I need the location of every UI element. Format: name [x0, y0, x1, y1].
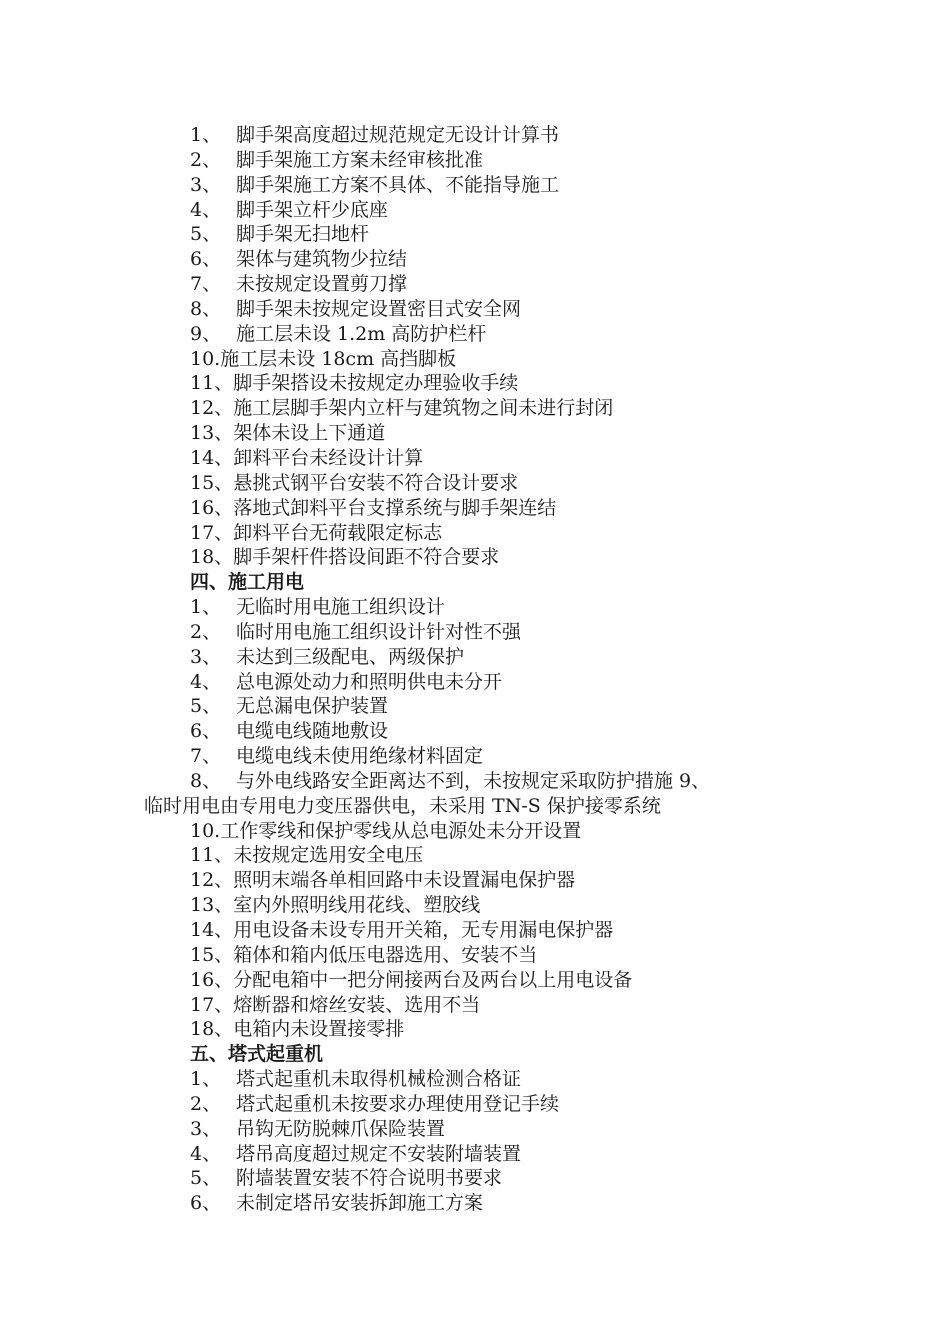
item-text: 脚手架立杆少底座: [236, 198, 389, 221]
item-text: 施工层未设 1.2m 高防护栏杆: [236, 322, 487, 345]
item-number: 4、: [190, 1142, 222, 1165]
item-number: 6、: [190, 248, 222, 271]
list-item: [144, 719, 824, 744]
item-number: 3、: [190, 1117, 222, 1140]
item-number: 8、: [190, 769, 222, 792]
item-number: 18、: [190, 1018, 234, 1041]
section-tower-crane: [144, 1042, 824, 1216]
item-text: 架体与建筑物少拉结: [236, 248, 408, 271]
list-item: [144, 868, 824, 893]
list-item: [144, 173, 824, 198]
item-text: 无总漏电保护装置: [236, 695, 389, 718]
item-text: 未按规定设置剪刀撑: [236, 273, 408, 296]
item-number: 13、: [190, 894, 234, 917]
item-text: 箱体和箱内低压电器选用、安装不当: [233, 943, 538, 966]
item-text: 工作零线和保护零线从总电源处未分开设置: [220, 819, 582, 842]
item-text: 电缆电线随地敷设: [236, 720, 389, 743]
list-item: [144, 1142, 824, 1167]
item-text: 悬挑式钢平台安装不符合设计要求: [233, 471, 519, 494]
item-text: 卸料平台未经设计计算: [233, 446, 424, 469]
list-item: [144, 148, 824, 173]
item-text: 照明末端各单相回路中未设置漏电保护器: [233, 869, 576, 892]
item-number: 8、: [190, 297, 222, 320]
item-number: 5、: [190, 695, 222, 718]
item-number: 6、: [190, 1192, 222, 1215]
item-text: 未按规定选用安全电压: [233, 844, 424, 867]
item-text: 塔吊高度超过规定不安装附墙装置: [236, 1142, 522, 1165]
item-number: 11、: [190, 844, 234, 867]
item-number: 6、: [190, 720, 222, 743]
item-text: 附墙装置安装不符合说明书要求: [236, 1167, 503, 1190]
list-item: [144, 198, 824, 223]
list-item: [144, 1067, 824, 1092]
item-number: 7、: [190, 745, 222, 768]
list-item: [144, 943, 824, 968]
item-number: 5、: [190, 1167, 222, 1190]
item-number: 13、: [190, 422, 234, 445]
item-number: 4、: [190, 670, 222, 693]
list-item: [144, 396, 824, 421]
item-number: 3、: [190, 645, 222, 668]
list-item: [144, 694, 824, 719]
item-text: 电箱内未设置接零排: [233, 1018, 405, 1041]
list-item: [144, 893, 824, 918]
item-text: 电缆电线未使用绝缘材料固定: [236, 745, 484, 768]
list-item: [144, 968, 824, 993]
list-item: [144, 496, 824, 521]
list-item: [144, 843, 824, 868]
item-number: 2、: [190, 620, 222, 643]
item-text: 无临时用电施工组织设计: [236, 596, 446, 619]
list-item: [144, 1191, 824, 1216]
item-number: 5、: [190, 223, 222, 246]
item-number: 12、: [190, 869, 234, 892]
item-number: 7、: [190, 273, 222, 296]
item-number: 2、: [190, 1092, 222, 1115]
item-text: 用电设备未设专用开关箱，无专用漏电保护器: [233, 919, 614, 941]
list-item: [144, 322, 824, 347]
item-number: 12、: [190, 397, 234, 420]
list-item: [144, 347, 824, 372]
list-item: [144, 993, 824, 1018]
item-number: 10.: [190, 347, 221, 370]
document-body: [144, 123, 824, 1216]
item-text: 未制定塔吊安装拆卸施工方案: [236, 1192, 484, 1215]
item-number: 17、: [190, 521, 234, 544]
item-number: 16、: [190, 968, 234, 991]
list-item: [144, 421, 824, 446]
section-scaffolding: [144, 123, 824, 570]
item-number: 17、: [190, 993, 234, 1016]
list-item: [144, 645, 824, 670]
item-text: 架体未设上下通道: [233, 422, 386, 445]
list-item: [144, 297, 824, 322]
item-number: 4、: [190, 198, 222, 221]
item-number: 11、: [190, 372, 234, 395]
item-text: 熔断器和熔丝安装、选用不当: [233, 993, 481, 1016]
item-text: 室内外照明线用花线、塑胶线: [233, 894, 481, 917]
item-text: 塔式起重机未取得机械检测合格证: [236, 1068, 522, 1091]
item-text: 施工层脚手架内立杆与建筑物之间未进行封闭: [233, 397, 614, 420]
item-text: 卸料平台无荷载限定标志: [233, 521, 443, 544]
item-text: 总电源处动力和照明供电未分开: [236, 670, 503, 693]
item-number: 15、: [190, 471, 234, 494]
item-number: 3、: [190, 173, 222, 196]
item-number: 18、: [190, 546, 234, 569]
item-text: 临时用电施工组织设计针对性不强: [236, 620, 522, 643]
list-item: [144, 545, 824, 570]
item-number: 2、: [190, 148, 222, 171]
list-item: [144, 222, 824, 247]
list-item: [144, 595, 824, 620]
item-text: 脚手架施工方案未经审核批准: [236, 148, 484, 171]
section-heading: 五、塔式起重机: [190, 1043, 324, 1066]
list-item: [144, 1166, 824, 1191]
list-item: [144, 471, 824, 496]
item-text: 分配电箱中一把分闸接两台及两台以上用电设备: [233, 968, 633, 991]
item-number: 15、: [190, 943, 234, 966]
item-number: 16、: [190, 496, 234, 519]
list-item: [144, 1017, 824, 1042]
list-item: [144, 918, 824, 943]
list-item: [144, 247, 824, 272]
list-item: [144, 272, 824, 297]
list-item: [144, 1117, 824, 1142]
list-item: [144, 446, 824, 471]
item-text: 落地式卸料平台支撑系统与脚手架连结: [233, 496, 557, 519]
list-item: [144, 371, 824, 396]
list-item: [144, 670, 824, 695]
item-text: 塔式起重机未按要求办理使用登记手续: [236, 1092, 560, 1115]
section-heading: 四、施工用电: [190, 571, 305, 594]
item-number: 14、: [190, 919, 234, 941]
item-number: 10.: [190, 819, 221, 842]
list-item-wrapped: [144, 769, 824, 794]
section-construction-electricity: [144, 570, 824, 1042]
item-text: 脚手架施工方案不具体、不能指导施工: [236, 173, 560, 196]
list-item: [144, 521, 824, 546]
item-text: 脚手架未按规定设置密目式安全网: [236, 297, 522, 320]
item-number: 1、: [190, 1068, 222, 1091]
item-text: 吊钩无防脱棘爪保险装置: [236, 1117, 446, 1140]
item-text: 脚手架杆件搭设间距不符合要求: [233, 546, 500, 569]
list-item: [144, 819, 824, 844]
list-item: [144, 1092, 824, 1117]
item-text: 未达到三级配电、两级保护: [236, 645, 465, 668]
list-item-continuation: 临时用电由专用电力变压器供电，未采用 TN-S 保护接零系统: [144, 794, 661, 817]
list-item: [144, 123, 824, 148]
item-number: 1、: [190, 124, 222, 146]
item-text: 脚手架搭设未按规定办理验收手续: [233, 372, 519, 395]
list-item: [144, 744, 824, 769]
list-item: [144, 620, 824, 645]
item-number: 9、: [190, 322, 222, 345]
item-number: 14、: [190, 446, 234, 469]
item-text: 脚手架高度超过规范规定无设计计算书: [236, 124, 560, 146]
item-text: 施工层未设 18cm 高挡脚板: [220, 347, 457, 370]
item-text: 与外电线路安全距离达不到，未按规定采取防护措施 9、: [236, 769, 711, 792]
item-text: 脚手架无扫地杆: [236, 223, 370, 246]
item-number: 1、: [190, 596, 222, 619]
